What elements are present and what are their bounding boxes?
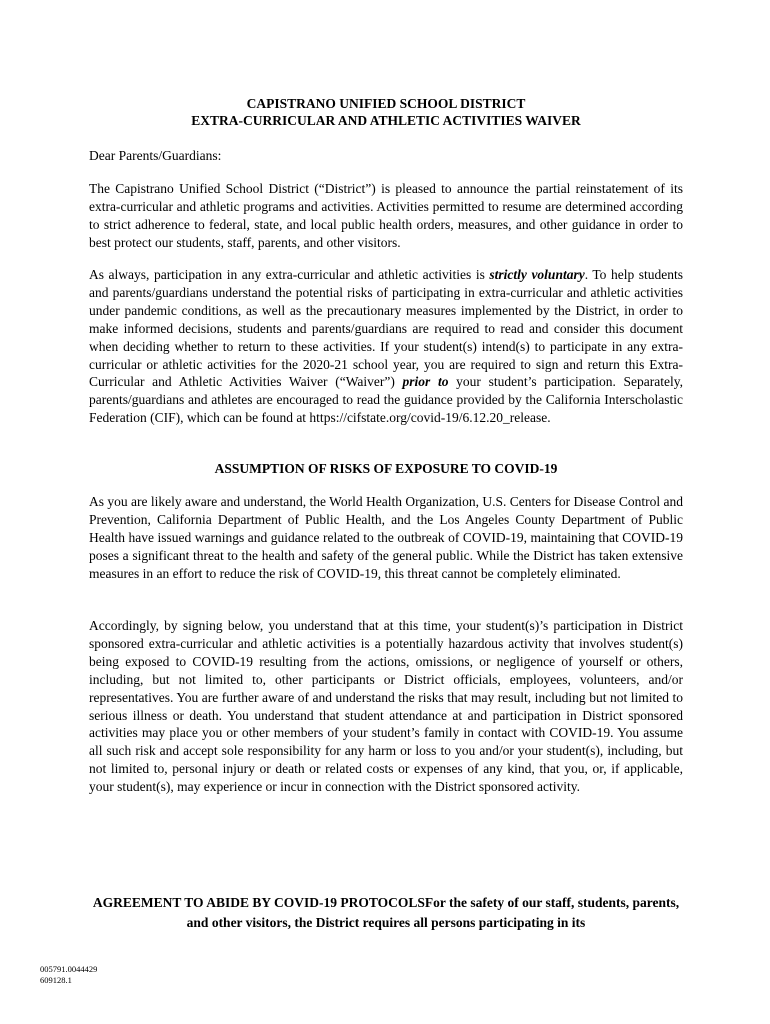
paragraph-voluntary-text-1: As always, participation in any extra-curricular and athletic activities is: [89, 267, 490, 282]
footer-doc-id: 005791.0044429: [40, 964, 98, 974]
footer-version: 609128.1: [40, 975, 72, 985]
paragraph-who-guidance: As you are likely aware and understand, the World Health Organization, U.S. Centers for Disease Control and Prevention, California Department of Public Health, and the Los Angeles County Department of Public Health have issued warnings and guidance related to the outbreak of COVID-19, maintaining that COVID-19 poses a significant threat to the health and safety of the general public. While the District has taken extensive measures in an effort to reduce the risk of COVID-19, this threat cannot be completely eliminated.: [89, 494, 683, 581]
document-title: [89, 95, 683, 129]
salutation: Dear Parents/Guardians:: [89, 148, 222, 163]
paragraph-voluntary: [89, 266, 683, 427]
emphasis-strictly-voluntary: strictly voluntary: [489, 267, 585, 282]
title-waiver: EXTRA-CURRICULAR AND ATHLETIC ACTIVITIES WAIVER: [191, 113, 581, 128]
heading-agreement-protocols: AGREEMENT TO ABIDE BY COVID-19 PROTOCOLSFor the safety of our staff, students, parents, and other visitors, the District requires all persons participating in its: [92, 895, 680, 930]
emphasis-prior-to: prior to: [402, 374, 449, 390]
paragraph-voluntary-text-2: . To help students and parents/guardians understand the potential risks of participating in extra-curricular and athletic activities under pandemic conditions, as well as the precautionary measures implemented by the District, in order to make informed decisions, students and parents/guardians are required to read and consider this document when deciding whether to return to these activities. If your student(s) intend(s) to participate in any extra-curricular or athletic activities for the 2020-21 school year, you are required to sign and return this Extra-Curricular and Athletic Activities Waiver (“Waiver”): [89, 267, 684, 390]
document-footer: [40, 964, 97, 986]
paragraph-intro: The Capistrano Unified School District (“District”) is pleased to announce the partial reinstatement of its extra-curricular and athletic programs and activities. Activities permitted to resume are determined according to strict adherence to federal, state, and local public health orders, measures, and other guidance in order to best protect our students, staff, parents, and other visitors.: [89, 181, 683, 250]
paragraph-accordingly: Accordingly, by signing below, you understand that at this time, your student(s)’s participation in District sponsored extra-curricular and athletic activities is a potentially hazardous activity that involves student(s) being exposed to COVID-19 resulting from the actions, omissions, or negligence of yourself or others, including, but not limited to, other participants or District officials, employees, volunteers, and/or representatives. You are further aware of and understand the risks that may result, including but not limited to serious illness or death. You understand that student attendance at and participation in District sponsored activities may place you or other members of your student’s family in contact with COVID-19. You assume all such risk and accept sole responsibility for any harm or loss to you and/or your student(s), including, but not limited to, personal injury or death or related costs or expenses of any kind, that you, or, if applicable, your student(s), may experience or incur in connection with the District sponsored activity.: [89, 618, 683, 795]
paragraph-voluntary-text-3: your student’s participation. Separately, parents/guardians and athletes are encouraged to read the guidance provided by the California Interscholastic Federation (CIF), which can be found at https://cifstate.org/covid-19/6.12.20_release.: [89, 374, 683, 426]
heading-assumption-of-risks: ASSUMPTION OF RISKS OF EXPOSURE TO COVID-19: [214, 461, 558, 476]
title-district: CAPISTRANO UNIFIED SCHOOL DISTRICT: [246, 96, 526, 111]
